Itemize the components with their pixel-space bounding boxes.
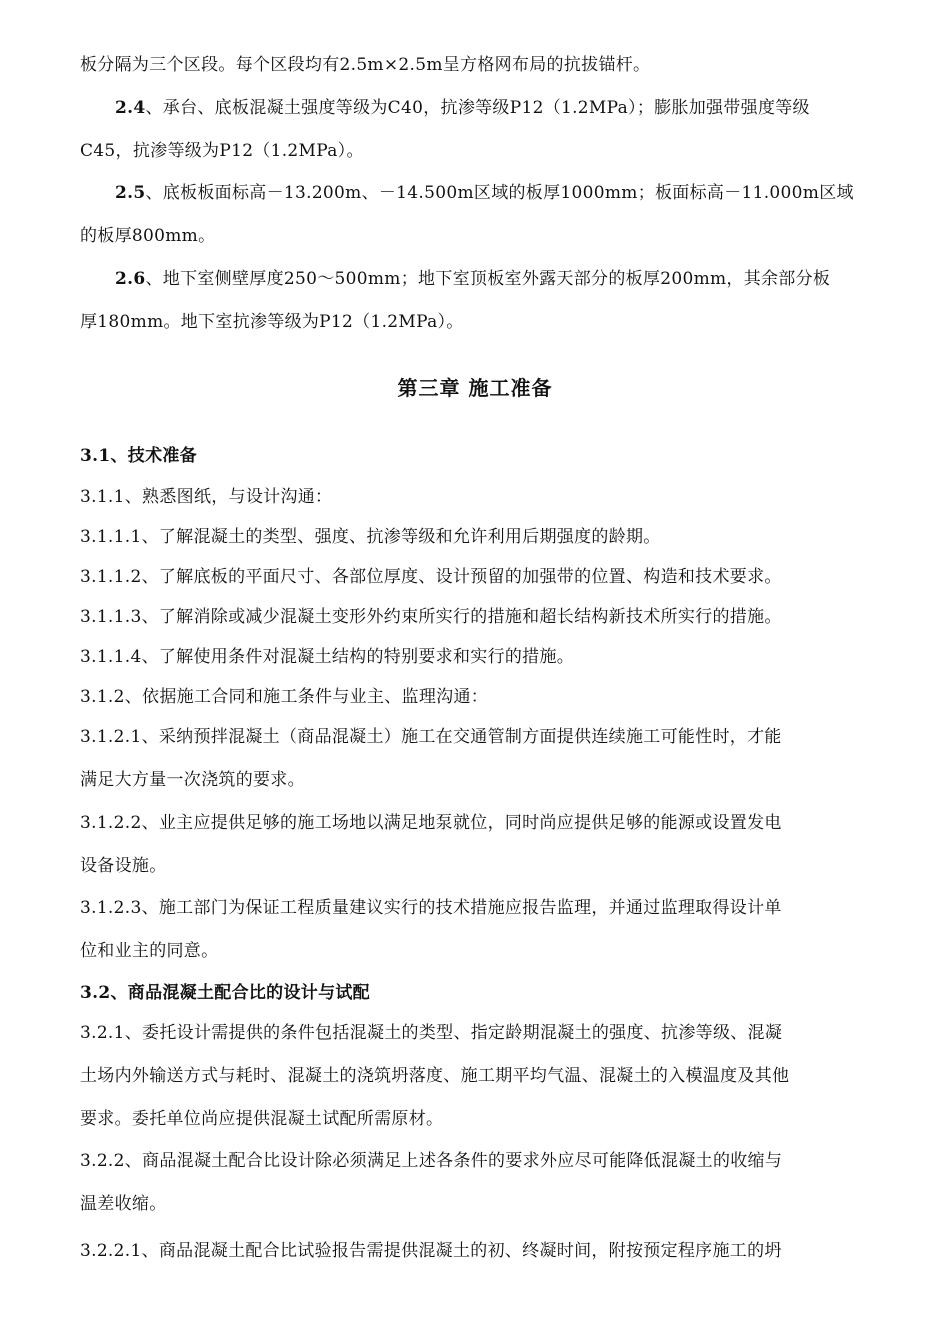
item-number: 2.5 — [115, 183, 146, 203]
paragraph-line: 3.1.2.2、业主应提供足够的施工场地以满足地泵就位，同时尚应提供足够的能源或设置发电 — [80, 813, 782, 833]
line-text: C45，抗渗等级为P12（1.2MPa）。 — [80, 141, 364, 161]
paragraph-line: 位和业主的同意。 — [80, 941, 219, 961]
paragraph-line: 满足大方量一次浇筑的要求。 — [80, 770, 305, 790]
paragraph-line — [80, 54, 650, 76]
paragraph-line: 3.2.2.1、商品混凝土配合比试验报告需提供混凝土的初、终凝时间，附按预定程序施工的坍 — [80, 1241, 782, 1261]
line-text: 板分隔为三个区段。每个区段均有2.5m×2.5m呈方格网布局的抗拔锚杆。 — [80, 55, 651, 75]
line-text: 、承台、底板混凝土强度等级为C40，抗渗等级P12（1.2MPa）；膨胀加强带强度等级 — [145, 98, 810, 118]
line-text: 的板厚800mm。 — [80, 226, 216, 246]
paragraph-line — [115, 97, 810, 119]
paragraph-line: 3.1.2.3、施工部门为保证工程质量建议实行的技术措施应报告监理，并通过监理取得设计单 — [80, 898, 782, 918]
paragraph-line: 3.1.2.1、采纳预拌混凝土（商品混凝土）施工在交通管制方面提供连续施工可能性时，才能 — [80, 727, 782, 747]
paragraph-line: 3.1.1.3、了解消除或减少混凝土变形外约束所实行的措施和超长结构新技术所实行的措施。 — [80, 607, 782, 627]
section-heading: 3.1、技术准备 — [80, 446, 197, 466]
item-number: 2.4 — [115, 98, 146, 118]
line-text: 、地下室侧壁厚度250～500mm；地下室顶板室外露天部分的板厚200mm，其余部分板 — [145, 269, 831, 289]
item-number: 2.6 — [115, 269, 146, 289]
paragraph-line: 3.2.2、商品混凝土配合比设计除必须满足上述各条件的要求外应尽可能降低混凝土的收缩与 — [80, 1151, 783, 1171]
paragraph-line — [80, 225, 215, 247]
line-text: 、底板板面标高－13.200m、－14.500m区域的板厚1000mm；板面标高－11.000m区域 — [145, 183, 854, 203]
paragraph-line: 温差收缩。 — [80, 1194, 167, 1214]
paragraph-line: 3.1.2、依据施工合同和施工条件与业主、监理沟通： — [80, 687, 489, 707]
paragraph-line — [80, 311, 464, 333]
section-heading: 3.2、商品混凝土配合比的设计与试配 — [80, 983, 370, 1003]
paragraph-line: 3.1.1.2、了解底板的平面尺寸、各部位厚度、设计预留的加强带的位置、构造和技术要求。 — [80, 567, 782, 587]
line-text: 厚180mm。地下室抗渗等级为P12（1.2MPa）。 — [80, 312, 464, 332]
paragraph-line: 3.2.1、委托设计需提供的条件包括混凝土的类型、指定龄期混凝土的强度、抗渗等级、混凝 — [80, 1023, 783, 1043]
paragraph-line: 3.1.1.4、了解使用条件对混凝土结构的特别要求和实行的措施。 — [80, 647, 575, 667]
paragraph-line: 要求。委托单位尚应提供混凝土试配所需原材。 — [80, 1109, 444, 1129]
paragraph-line — [80, 140, 364, 162]
paragraph-line: 3.1.1.1、了解混凝土的类型、强度、抗渗等级和允许利用后期强度的龄期。 — [80, 527, 661, 547]
chapter-title: 第三章 施工准备 — [397, 376, 553, 400]
paragraph-line: 3.1.1、熟悉图纸，与设计沟通： — [80, 487, 333, 507]
paragraph-line — [115, 268, 830, 290]
paragraph-line: 设备设施。 — [80, 856, 167, 876]
paragraph-line: 土场内外输送方式与耗时、混凝土的浇筑坍落度、施工期平均气温、混凝土的入模温度及其他 — [80, 1066, 790, 1086]
paragraph-line — [115, 182, 854, 204]
